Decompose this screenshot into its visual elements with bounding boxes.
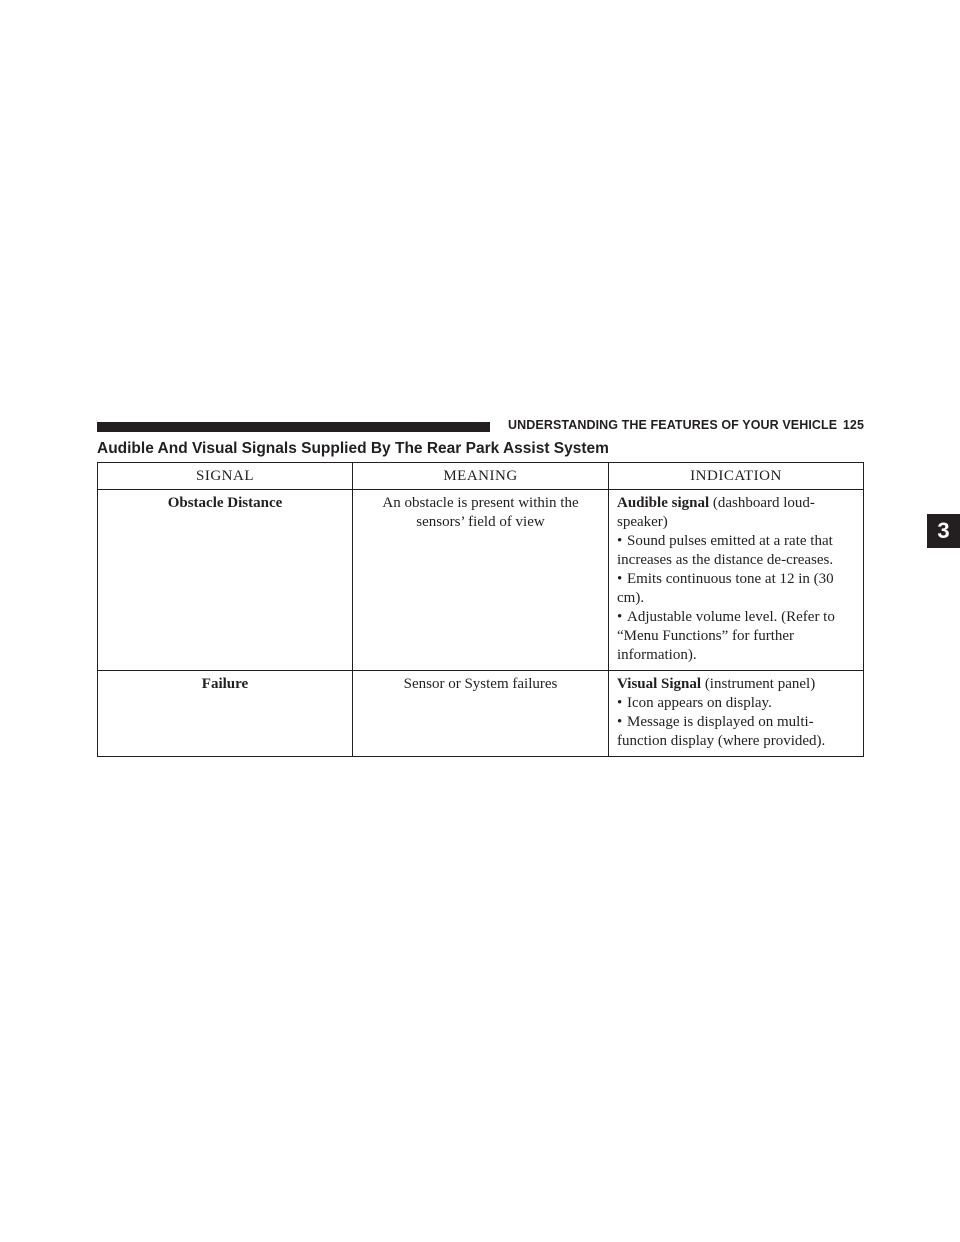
indication-lead-rest: (dashboard loud-speaker) [617,495,815,530]
bullet-icon: • [617,571,623,587]
indication-lead: Visual Signal [617,676,702,692]
table-header-row [98,463,864,490]
cell-signal [98,671,353,757]
header-meaning: MEANING [353,463,609,490]
indication-lead: Audible signal [617,495,710,511]
running-head-section: UNDERSTANDING THE FEATURES OF YOUR VEHICLE [508,418,838,432]
bullet-icon: • [617,695,623,711]
signal-name: Obstacle Distance [167,495,283,511]
section-title: Audible And Visual Signals Supplied By The Rear Park Assist System [97,440,609,457]
header-signal: SIGNAL [98,463,353,490]
list-item: • Adjustable volume level. (Refer to “Menu Functions” for further information). [617,609,835,663]
cell-meaning: An obstacle is present within the sensors’ field of view [353,490,609,671]
table-row [98,490,864,671]
list-item: • Sound pulses emitted at a rate that increases as the distance de-creases. [617,533,834,568]
indication-lead-rest: (instrument panel) [701,676,816,692]
cell-indication [609,671,864,757]
cell-indication [609,490,864,671]
signal-name: Failure [201,676,249,692]
header-rule-bar [97,422,490,432]
signals-table [97,462,864,757]
list-item: • Message is displayed on multi-function display (where provided). [617,714,826,749]
list-item: • Icon appears on display. [617,695,772,711]
cell-meaning: Sensor or System failures [353,671,609,757]
chapter-tab: 3 [927,514,960,548]
bullet-icon: • [617,609,623,625]
table-row [98,671,864,757]
indication-lead-line [617,494,855,532]
page-number: 125 [842,418,864,432]
header-indication: INDICATION [609,463,864,490]
list-item: • Emits continuous tone at 12 in (30 cm). [617,571,834,606]
cell-signal [98,490,353,671]
running-head [508,418,864,432]
indication-lead-line [617,675,855,694]
bullet-icon: • [617,533,623,549]
bullet-icon: • [617,714,623,730]
